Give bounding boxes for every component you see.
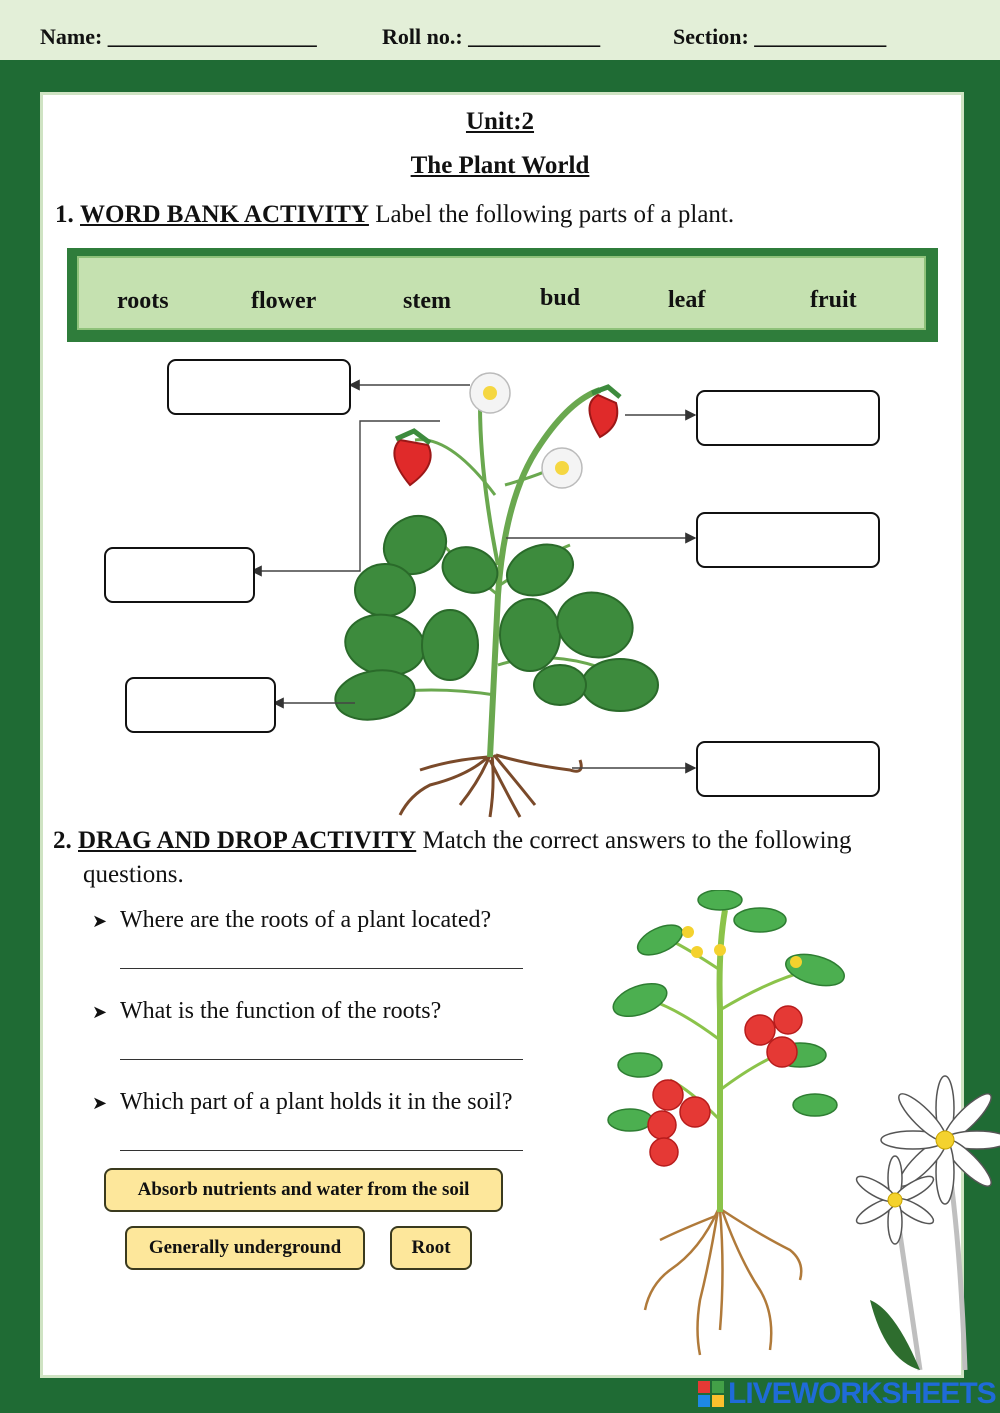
name-field-label: Name: ___________________ <box>40 24 317 49</box>
question-2 <box>92 998 441 1025</box>
answer-blank-1[interactable] <box>120 968 523 969</box>
question-3-text: Which part of a plant holds it in the soil? <box>120 1089 513 1115</box>
watermark-text: LIVEWORKSHEETS <box>728 1377 996 1410</box>
section-field-label: Section: ____________ <box>673 24 887 49</box>
word-leaf[interactable]: leaf <box>668 287 706 313</box>
word-stem[interactable]: stem <box>403 288 451 314</box>
arrow-bullet-icon: ➤ <box>92 911 108 932</box>
word-flower[interactable]: flower <box>251 288 317 314</box>
tomato-leaves <box>608 890 848 1131</box>
arrow-bullet-icon: ➤ <box>92 1093 108 1114</box>
question-1 <box>92 907 491 934</box>
q2-activity-title: DRAG AND DROP ACTIVITY <box>78 827 417 854</box>
daisy-illustration <box>850 1070 1000 1380</box>
label-answer-box-3[interactable] <box>104 547 255 603</box>
page-title: The Plant World <box>410 152 590 179</box>
q2-instruction-continued: questions. <box>83 861 184 888</box>
label-answer-box-4[interactable] <box>696 512 880 568</box>
drag-option-generally-underground[interactable]: Generally underground <box>125 1226 365 1270</box>
q2-instruction: Match the correct answers to the following <box>422 827 852 854</box>
question-3 <box>92 1089 513 1116</box>
word-roots[interactable]: roots <box>117 288 169 314</box>
label-answer-box-1[interactable] <box>167 359 351 415</box>
liveworksheets-logo-icon <box>698 1381 724 1407</box>
tomato-flowers <box>682 926 802 968</box>
label-answer-box-2[interactable] <box>696 390 880 446</box>
word-fruit[interactable]: fruit <box>810 287 857 313</box>
q1-number: 1. <box>55 201 74 228</box>
drag-option-absorb-nutrients[interactable]: Absorb nutrients and water from the soil <box>104 1168 503 1212</box>
q2-number: 2. <box>53 827 72 854</box>
q2-heading <box>53 827 852 855</box>
label-answer-box-6[interactable] <box>696 741 880 797</box>
answer-blank-2[interactable] <box>120 1059 523 1060</box>
tomato-plant-illustration <box>600 890 860 1365</box>
tomato-roots <box>645 1210 801 1355</box>
q1-activity-title: WORD BANK ACTIVITY <box>80 201 369 228</box>
drag-option-root[interactable]: Root <box>390 1226 472 1270</box>
q1-instruction: Label the following parts of a plant. <box>375 201 735 228</box>
answer-blank-3[interactable] <box>120 1150 523 1151</box>
question-2-text: What is the function of the roots? <box>120 998 442 1024</box>
label-answer-box-5[interactable] <box>125 677 276 733</box>
arrow-bullet-icon: ➤ <box>92 1002 108 1023</box>
word-bud[interactable]: bud <box>540 285 581 311</box>
roll-number-field-label: Roll no.: ____________ <box>382 24 601 49</box>
liveworksheets-watermark <box>698 1377 998 1411</box>
unit-title: Unit:2 <box>465 108 535 135</box>
question-1-text: Where are the roots of a plant located? <box>120 907 492 933</box>
